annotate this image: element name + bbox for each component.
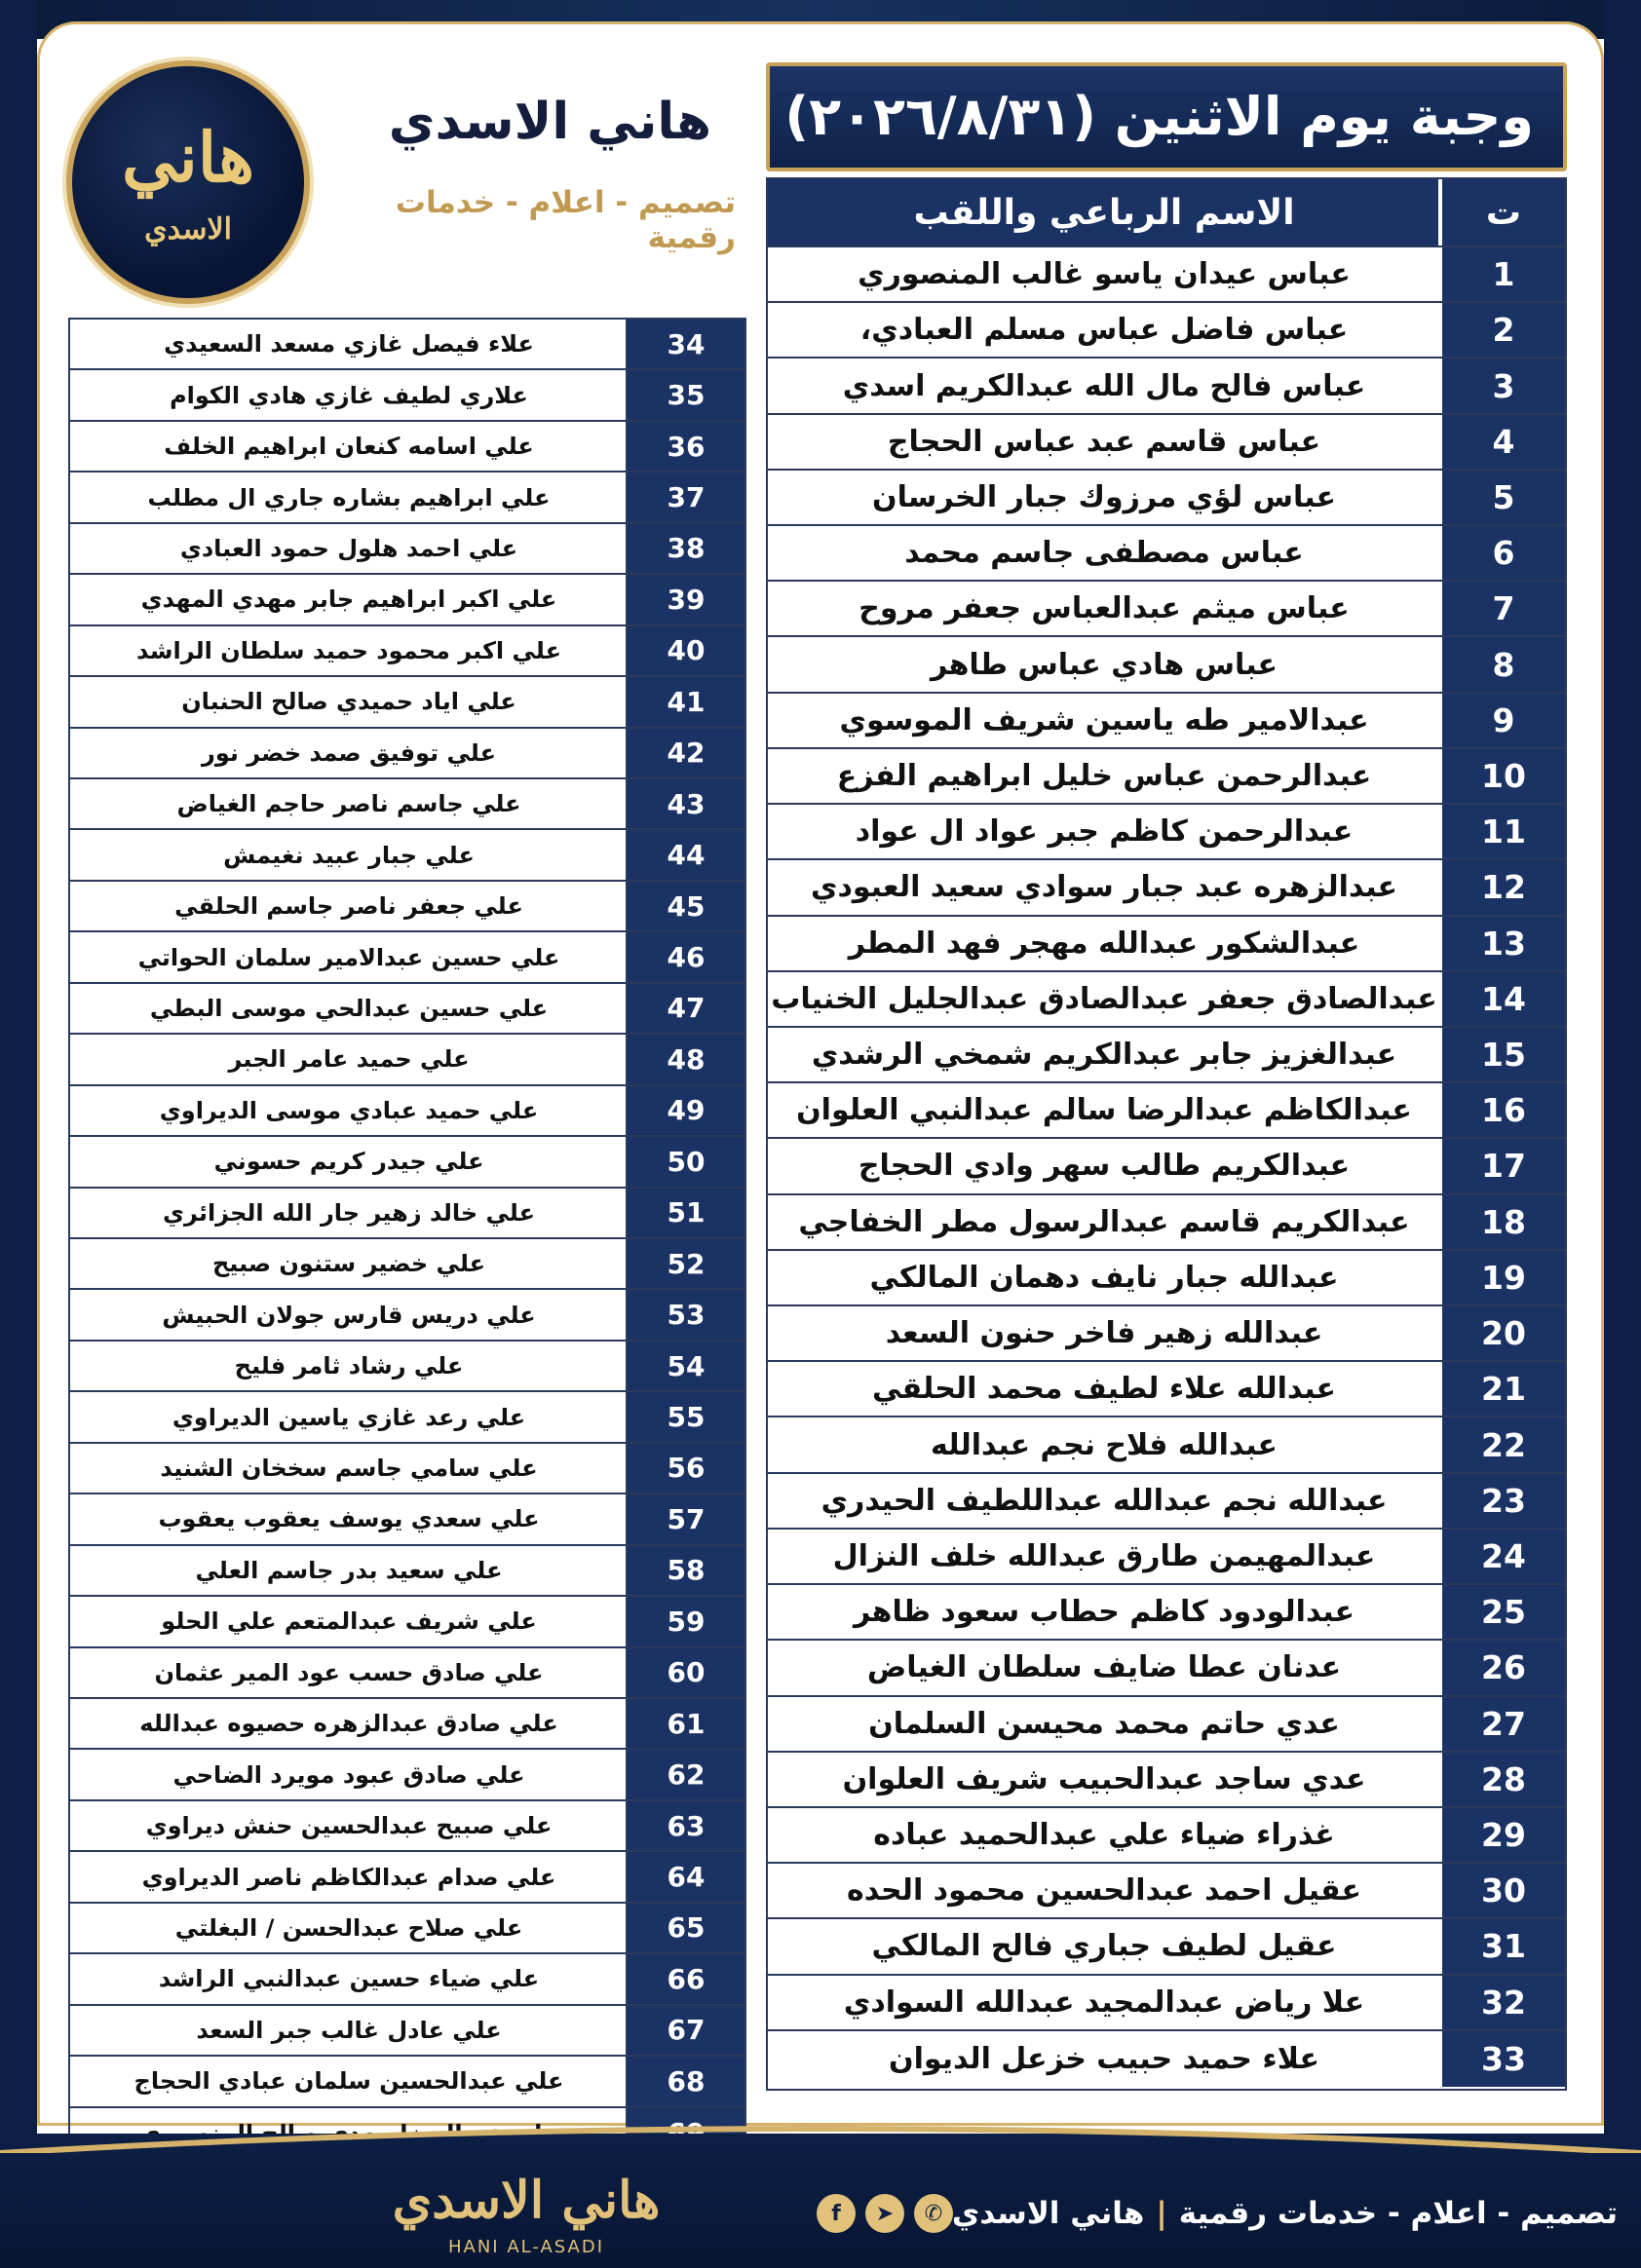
- row-name: علي جبار عبيد نغيمش: [223, 841, 475, 869]
- row-number: 36: [626, 422, 744, 471]
- row-number: 50: [626, 1137, 744, 1186]
- table-row: [70, 1086, 744, 1137]
- table-row: [768, 1641, 1565, 1696]
- row-number: 44: [626, 830, 744, 879]
- row-name: عبدالله علاء لطيف محمد الحلقي: [872, 1372, 1336, 1407]
- table-row: [70, 422, 744, 472]
- row-number: 24: [1438, 1530, 1565, 1583]
- row-name: علي اكبر ابراهيم جابر مهدي المهدي: [140, 586, 557, 614]
- row-number: 35: [626, 370, 744, 419]
- row-name: علي عبدالحسين سلمان عبادي الحجاج: [134, 2067, 564, 2096]
- row-number: 37: [626, 472, 744, 521]
- row-number: 41: [626, 677, 744, 726]
- row-number: 58: [626, 1546, 744, 1595]
- row-number: 57: [626, 1494, 744, 1543]
- row-number: 11: [1438, 805, 1565, 858]
- row-number: 68: [626, 2057, 744, 2105]
- row-number: 31: [1438, 1919, 1565, 1973]
- table-row: [70, 677, 744, 728]
- table-row: [70, 1954, 744, 2005]
- row-name: عبدالمهيمن طارق عبدالله خلف النزال: [832, 1538, 1376, 1573]
- table-row: [70, 1494, 744, 1545]
- footer-logo: هاني الاسدي: [392, 2171, 661, 2230]
- table-row: [768, 1753, 1565, 1808]
- table-row: [768, 526, 1565, 582]
- table-row: [70, 472, 744, 523]
- row-number: 16: [1438, 1083, 1565, 1137]
- table-row: [70, 1648, 744, 1699]
- logo-sub-text: الاسدي: [144, 212, 232, 246]
- row-number: 55: [626, 1392, 744, 1441]
- row-number: 23: [1438, 1474, 1565, 1528]
- row-number: 8: [1438, 637, 1565, 691]
- row-number: 51: [626, 1189, 744, 1237]
- table-row: [768, 694, 1565, 749]
- table-row: [768, 805, 1565, 860]
- row-name: علي توفيق صمد خضر نور: [202, 738, 496, 767]
- row-name: علي شريف عبدالمتعم علي الحلو: [161, 1607, 537, 1636]
- row-number: 47: [626, 984, 744, 1033]
- row-name: عقيل احمد عبدالحسين محمود الحده: [847, 1873, 1361, 1909]
- row-name: علي خضير ستنون صبيح: [211, 1250, 486, 1278]
- table-row: [768, 582, 1565, 637]
- row-name: علي صدام عبدالكاظم ناصر الديراوي: [141, 1863, 556, 1891]
- table-row: [768, 1028, 1565, 1083]
- row-name: علي اسامه كنعان ابراهيم الخلف: [164, 433, 534, 461]
- table-row: [70, 779, 744, 830]
- row-number: 67: [626, 2006, 744, 2055]
- row-name: عبدالرحمن عباس خليل ابراهيم الفزع: [836, 759, 1372, 793]
- row-name: علي خالد زهير جار الله الجزائري: [163, 1198, 535, 1227]
- table-row: [768, 1083, 1565, 1139]
- page-title: وجبة يوم الاثنين (٢٠٢٦/٨/٣١): [784, 86, 1534, 147]
- table-row: [768, 972, 1565, 1028]
- row-number: 48: [626, 1035, 744, 1083]
- table-row: [70, 1852, 744, 1903]
- table-row: [70, 1342, 744, 1392]
- footer-separator: |: [1156, 2196, 1167, 2231]
- row-number: 22: [1438, 1418, 1565, 1471]
- row-number: 34: [626, 320, 744, 368]
- table-row: [70, 1904, 744, 1954]
- row-name: عبدالكريم قاسم عبدالرسول مطر الخفاجي: [798, 1204, 1410, 1239]
- table-row: [768, 1362, 1565, 1418]
- row-number: 9: [1438, 694, 1565, 747]
- row-name: علي سعدي يوسف يعقوب يعقوب: [158, 1505, 540, 1533]
- row-name: علي صلاح عبدالحسن / البغلتي: [174, 1913, 523, 1942]
- row-number: 20: [1438, 1306, 1565, 1360]
- table-row: [768, 1195, 1565, 1251]
- telegram-icon[interactable]: ➤: [865, 2194, 904, 2233]
- row-name: عبدالامير طه ياسين شريف الموسوي: [839, 702, 1369, 737]
- row-name: عدي ساجد عبدالحبيب شريف العلوان: [842, 1761, 1366, 1796]
- row-name: علي صادق حسب عود المير عثمان: [154, 1658, 544, 1686]
- row-name: علي اياد حميدي صالح الحنبان: [181, 688, 516, 716]
- row-number: 2: [1438, 303, 1565, 357]
- table-row: [768, 359, 1565, 414]
- table-row: [768, 415, 1565, 471]
- row-name: علي صادق عبود مويرد الضاحي: [172, 1760, 525, 1789]
- row-name: عباس فالح مال الله عبدالكريم اسدي: [842, 368, 1366, 403]
- table-row: [768, 1919, 1565, 1975]
- row-number: 59: [626, 1597, 744, 1645]
- table-row: [70, 2006, 744, 2057]
- table-row: [768, 1697, 1565, 1753]
- row-name: عبدالكريم طالب سهر وادي الحجاج: [858, 1149, 1351, 1184]
- row-name: علي حميد عبادي موسى الديراوي: [159, 1096, 539, 1124]
- row-number: 17: [1438, 1139, 1565, 1192]
- table-row: [70, 1290, 744, 1341]
- row-name: علي احمد هلول حمود العبادي: [179, 534, 518, 562]
- table-row: [70, 984, 744, 1035]
- right-border: [1604, 0, 1641, 2268]
- row-name: عبدالغزيز جابر عبدالكريم شمخي الرشدي: [811, 1038, 1397, 1073]
- table-row: [70, 1546, 744, 1597]
- row-name: عبدالله نجم عبدالله عبداللطيف الحيدري: [820, 1483, 1388, 1518]
- row-number: 42: [626, 729, 744, 777]
- row-number: 39: [626, 575, 744, 624]
- row-number: 14: [1438, 972, 1565, 1026]
- table-row: [768, 303, 1565, 359]
- table-row: [70, 575, 744, 625]
- table-row: [768, 1474, 1565, 1530]
- title-box: [766, 62, 1567, 171]
- row-number: 29: [1438, 1808, 1565, 1862]
- table-row: [768, 1585, 1565, 1641]
- brand-tagline: تصميم - اعلام - خدمات رقمية: [395, 185, 736, 255]
- row-number: 40: [626, 626, 744, 675]
- facebook-icon[interactable]: f: [817, 2194, 856, 2233]
- table-row: [70, 882, 744, 932]
- row-number: 49: [626, 1086, 744, 1135]
- row-name: علاري لطيف غازي هادي الكوام: [170, 381, 528, 409]
- row-number: 7: [1438, 582, 1565, 635]
- row-name: علا رياض عبدالمجيد عبدالله السوادي: [843, 1984, 1365, 2020]
- row-number: 52: [626, 1239, 744, 1288]
- row-name: علاء فيصل غازي مسعد السعيدي: [164, 330, 534, 359]
- footer-text: [935, 2196, 1618, 2231]
- table-row: [70, 1035, 744, 1085]
- row-name: علي جاسم ناصر حاجم الغياض: [176, 790, 521, 818]
- row-number: 15: [1438, 1028, 1565, 1081]
- table-row: [768, 2031, 1565, 2087]
- row-number: 28: [1438, 1753, 1565, 1806]
- table-row: [70, 524, 744, 575]
- row-number: 60: [626, 1648, 744, 1697]
- table-row: [70, 1801, 744, 1852]
- row-number: 13: [1438, 917, 1565, 970]
- row-name: علي دريس قارس جولان الحبيش: [162, 1301, 536, 1329]
- table-row: [70, 830, 744, 881]
- row-name: غذراء ضياء علي عبدالحميد عباده: [873, 1818, 1335, 1853]
- table-row: [768, 1808, 1565, 1864]
- header-name: الاسم الرباعي واللقب: [913, 192, 1295, 233]
- table-row: [768, 1306, 1565, 1362]
- row-number: 54: [626, 1342, 744, 1390]
- row-number: 63: [626, 1801, 744, 1850]
- row-name: علي صادق عبدالزهره حصيوه عبدالله: [139, 1710, 558, 1738]
- table-row: [70, 1750, 744, 1800]
- row-name: عدي حاتم محمد محيسن السلمان: [868, 1706, 1340, 1741]
- header-num: ت: [1438, 179, 1565, 246]
- row-number: 26: [1438, 1641, 1565, 1694]
- table-row: [70, 729, 744, 779]
- row-name: علي حسين عبدالحي موسى البطي: [149, 994, 549, 1022]
- table-row: [768, 247, 1565, 303]
- row-number: 38: [626, 524, 744, 573]
- row-name: عبدالكاظم عبدالرضا سالم عبدالنبي العلوان: [796, 1093, 1412, 1128]
- table-row: [70, 2057, 744, 2107]
- row-name: عبدالودود كاظم حطاب سعود ظاهر: [854, 1595, 1355, 1630]
- row-name: علي جعفر ناصر جاسم الحلقي: [174, 892, 523, 921]
- table-row: [768, 860, 1565, 916]
- whatsapp-icon[interactable]: ✆: [914, 2194, 953, 2233]
- table-row: [768, 1418, 1565, 1473]
- row-number: 53: [626, 1290, 744, 1339]
- row-number: 21: [1438, 1362, 1565, 1416]
- row-name: علي حسين عبدالامير سلمان الحواتي: [137, 943, 560, 971]
- row-name: علاء حميد حبيب خزعل الديوان: [889, 2041, 1319, 2076]
- row-number: 1: [1438, 247, 1565, 301]
- table-row: [768, 749, 1565, 805]
- row-number: 6: [1438, 526, 1565, 580]
- row-number: 45: [626, 882, 744, 930]
- table-row: [70, 1444, 744, 1494]
- table-row: [70, 1189, 744, 1239]
- table-row: [768, 637, 1565, 693]
- row-name: عباس لؤي مرزوك جبار الخرسان: [872, 479, 1337, 514]
- table-row: [768, 471, 1565, 526]
- row-name: عبدالله فلاح نجم عبدالله: [931, 1427, 1278, 1462]
- row-name: عباس فاضل عباس مسلم العبادي،: [859, 313, 1349, 348]
- table-row: [768, 1864, 1565, 1919]
- table-row: [768, 1976, 1565, 2031]
- footer-tagline: تصميم - اعلام - خدمات رقمية: [1178, 2196, 1618, 2231]
- row-number: 18: [1438, 1195, 1565, 1249]
- row-name: علي سعيد بدر جاسم العلي: [195, 1556, 503, 1584]
- row-name: عبدالرحمن كاظم جبر عواد ال عواد: [855, 814, 1354, 850]
- row-number: 12: [1438, 860, 1565, 914]
- row-number: 30: [1438, 1864, 1565, 1917]
- row-name: علي ابراهيم بشاره جاري ال مطلب: [147, 483, 551, 511]
- row-number: 61: [626, 1699, 744, 1748]
- row-number: 62: [626, 1750, 744, 1798]
- row-number: 46: [626, 932, 744, 981]
- row-name: عبدالشكور عبدالله مهجر فهد المطر: [848, 926, 1360, 961]
- table-row: [70, 932, 744, 983]
- row-number: 27: [1438, 1697, 1565, 1751]
- table-row: [70, 626, 744, 677]
- row-number: 4: [1438, 415, 1565, 469]
- brand-name: هاني الاسدي: [388, 93, 711, 151]
- row-name: عباس مصطفى جاسم محمد: [904, 536, 1304, 571]
- row-name: علي ضياء حسين عبدالنبي الراشد: [158, 1965, 540, 1993]
- row-name: عباس عيدان ياسو غالب المنصوري: [858, 257, 1351, 292]
- row-number: 19: [1438, 1251, 1565, 1304]
- table-row: [768, 1530, 1565, 1585]
- table-row: [70, 1597, 744, 1647]
- row-name: علي رشاد ثامر فليح: [234, 1352, 464, 1380]
- table-row: [70, 1239, 744, 1290]
- row-number: 32: [1438, 1976, 1565, 2029]
- row-number: 64: [626, 1852, 744, 1901]
- table-row: [70, 1137, 744, 1188]
- table-row: [70, 370, 744, 421]
- row-name: عقيل لطيف جباري فالح المالكي: [871, 1929, 1337, 1964]
- row-name: علي جيدر كريم حسوني: [213, 1148, 484, 1176]
- row-name: عبدالله جبار نايف دهمان المالكي: [869, 1260, 1339, 1295]
- row-name: عباس ميثم عبدالعباس جعفر مروح: [859, 591, 1350, 626]
- row-name: عدنان عطا ضايف سلطان الغياض: [866, 1650, 1342, 1685]
- row-name: عباس قاسم عبد عباس الحجاج: [887, 424, 1321, 459]
- row-name: علي صبيح عبدالحسين حنش ديراوي: [145, 1812, 553, 1840]
- table-header: [766, 177, 1567, 247]
- row-number: 65: [626, 1904, 744, 1952]
- row-number: 56: [626, 1444, 744, 1493]
- table-row: [70, 1392, 744, 1443]
- table-row: [768, 1251, 1565, 1306]
- row-name: علي حميد عامر الجبر: [228, 1045, 470, 1074]
- row-name: علي رعد غازي ياسين الديراوي: [172, 1403, 526, 1431]
- row-number: 43: [626, 779, 744, 828]
- row-name: عبدالصادق جعفر عبدالصادق عبدالجليل الخنياب: [771, 981, 1437, 1016]
- row-number: 66: [626, 1954, 744, 2003]
- row-name: عبدالزهره عبد جبار سوادي سعيد العبودي: [810, 870, 1398, 905]
- row-number: 25: [1438, 1585, 1565, 1639]
- row-name: عبدالله زهير فاخر حنون السعد: [885, 1316, 1323, 1351]
- row-name: عباس هادي عباس طاهر: [930, 647, 1278, 682]
- right-table: [766, 247, 1567, 2091]
- row-name: علي اكبر محمود حميد سلطان الراشد: [136, 636, 561, 664]
- table-row: [768, 1139, 1565, 1194]
- row-name: علي عادل غالب جبر السعد: [196, 2016, 502, 2044]
- row-number: 10: [1438, 749, 1565, 803]
- footer-gold-curve: [0, 2114, 1641, 2153]
- table-row: [70, 1699, 744, 1750]
- table-row: [768, 917, 1565, 972]
- row-number: 5: [1438, 471, 1565, 524]
- row-number: 3: [1438, 359, 1565, 412]
- row-name: علي سامي جاسم سخخان الشنيد: [160, 1454, 538, 1482]
- table-row: [70, 320, 744, 370]
- left-border: [0, 0, 37, 2268]
- footer-name: هاني الاسدي: [951, 2196, 1145, 2231]
- row-number: 33: [1438, 2031, 1565, 2087]
- logo-main-text: هاني: [121, 117, 255, 198]
- left-table: [68, 318, 746, 2161]
- footer-logo-en: HANI AL-ASADI: [447, 2237, 605, 2257]
- brand-logo: [66, 60, 310, 304]
